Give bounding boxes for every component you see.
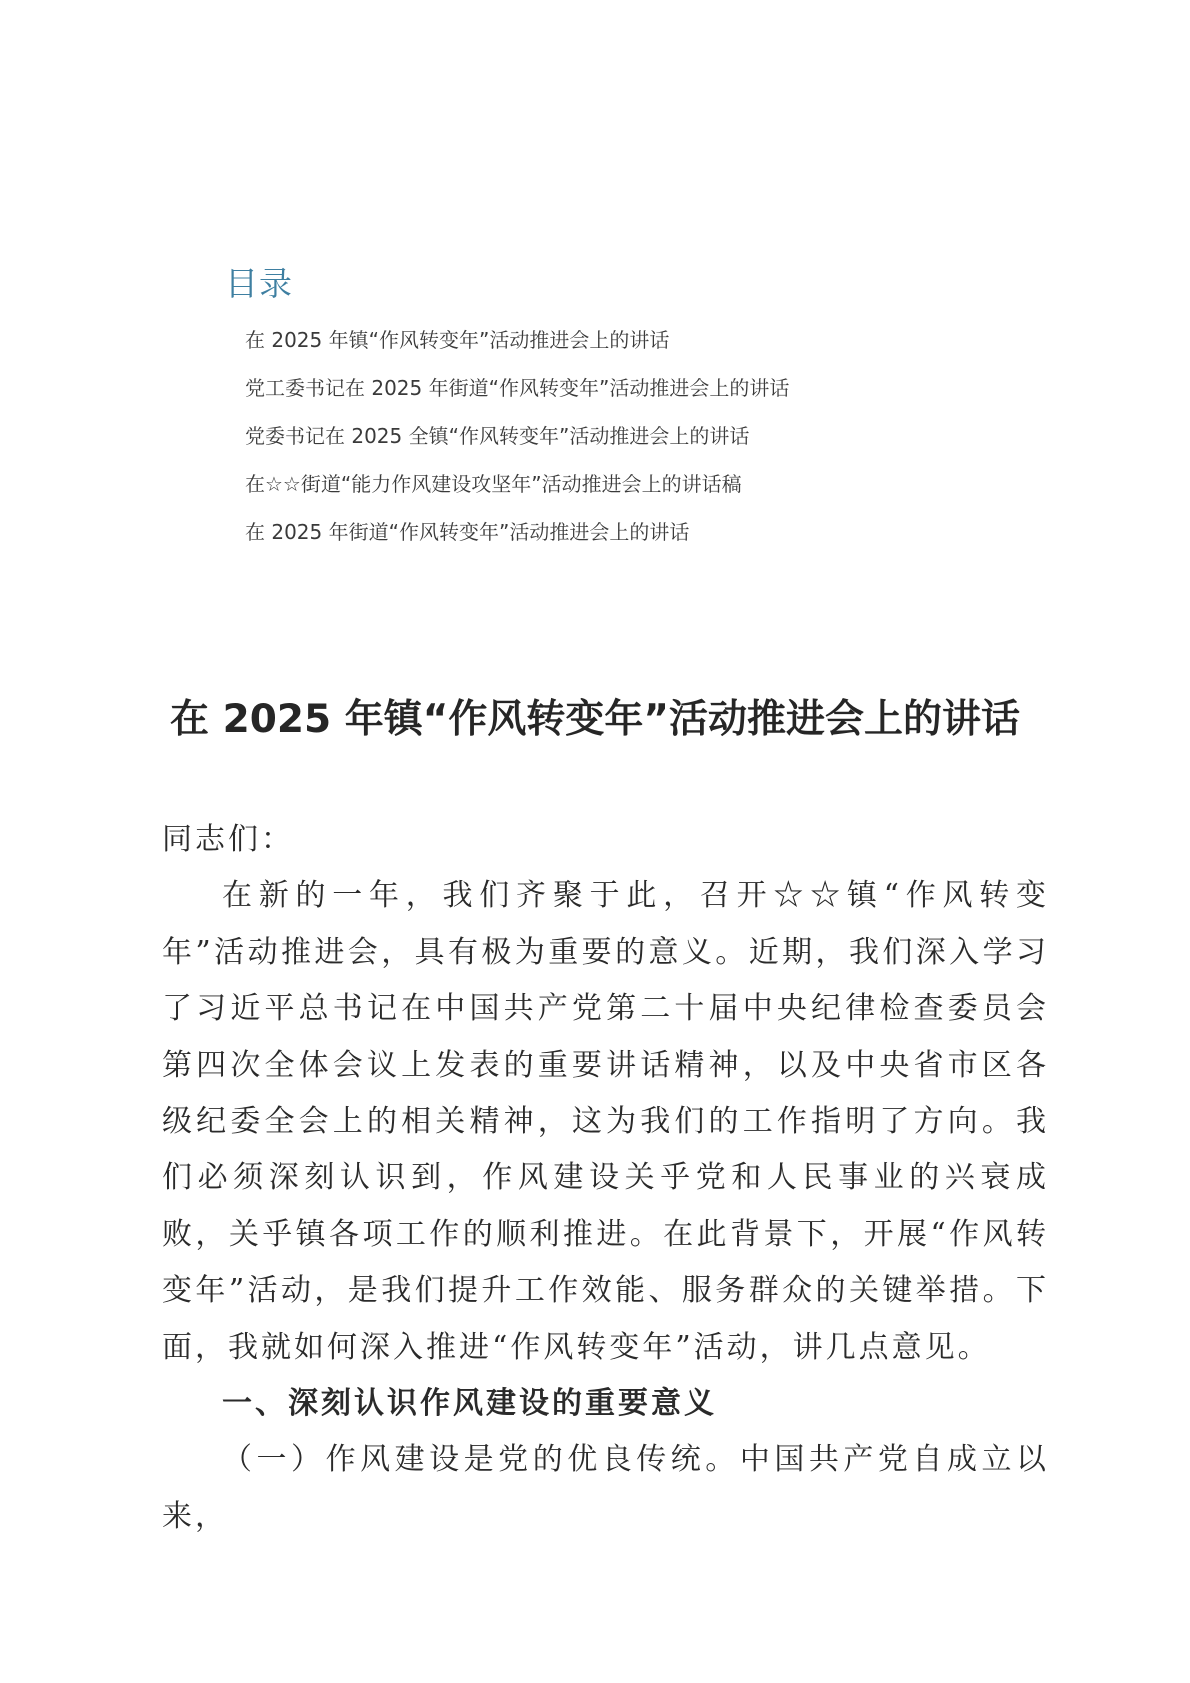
salutation: 同志们： [162,822,294,857]
toc-list [245,325,789,565]
toc-item[interactable]: 党工委书记在 2025 年街道“作风转变年”活动推进会上的讲话 [245,376,790,400]
body-paragraph: 在新的一年，我们齐聚于此，召开☆☆镇“作风转变年”活动推进会，具有极为重要的意义。近期，我们深入学习了习近平总书记在中国共产党第二十届中央纪律检查委员会第四次全体会议上发表的重要讲话精神，以及中央省市区各级纪委全会上的相关精神，这为我们的工作指明了方向。我们必须深刻认识到，作风建设关乎党和人民事业的兴衰成败，关乎镇各项工作的顺利推进。在此背景下，开展“作风转变年”活动，是我们提升工作效能、服务群众的关键举措。下面，我就如何深入推进“作风转变年”活动，讲几点意见。 [162,878,1049,1365]
body-paragraph: （一）作风建设是党的优良传统。中国共产党自成立以来， [162,1442,1049,1534]
document-body [162,812,1049,1545]
toc-item[interactable]: 在 2025 年镇“作风转变年”活动推进会上的讲话 [245,328,670,352]
toc-heading: 目录 [225,264,293,303]
document-title: 在 2025 年镇“作风转变年”活动推进会上的讲话 [170,697,1020,742]
toc-item[interactable]: 在☆☆街道“能力作风建设攻坚年”活动推进会上的讲话稿 [245,472,742,496]
toc-item[interactable]: 党委书记在 2025 全镇“作风转变年”活动推进会上的讲话 [245,424,750,448]
toc-item[interactable]: 在 2025 年街道“作风转变年”活动推进会上的讲话 [245,520,690,544]
section-heading: 一、深刻认识作风建设的重要意义 [222,1386,717,1422]
